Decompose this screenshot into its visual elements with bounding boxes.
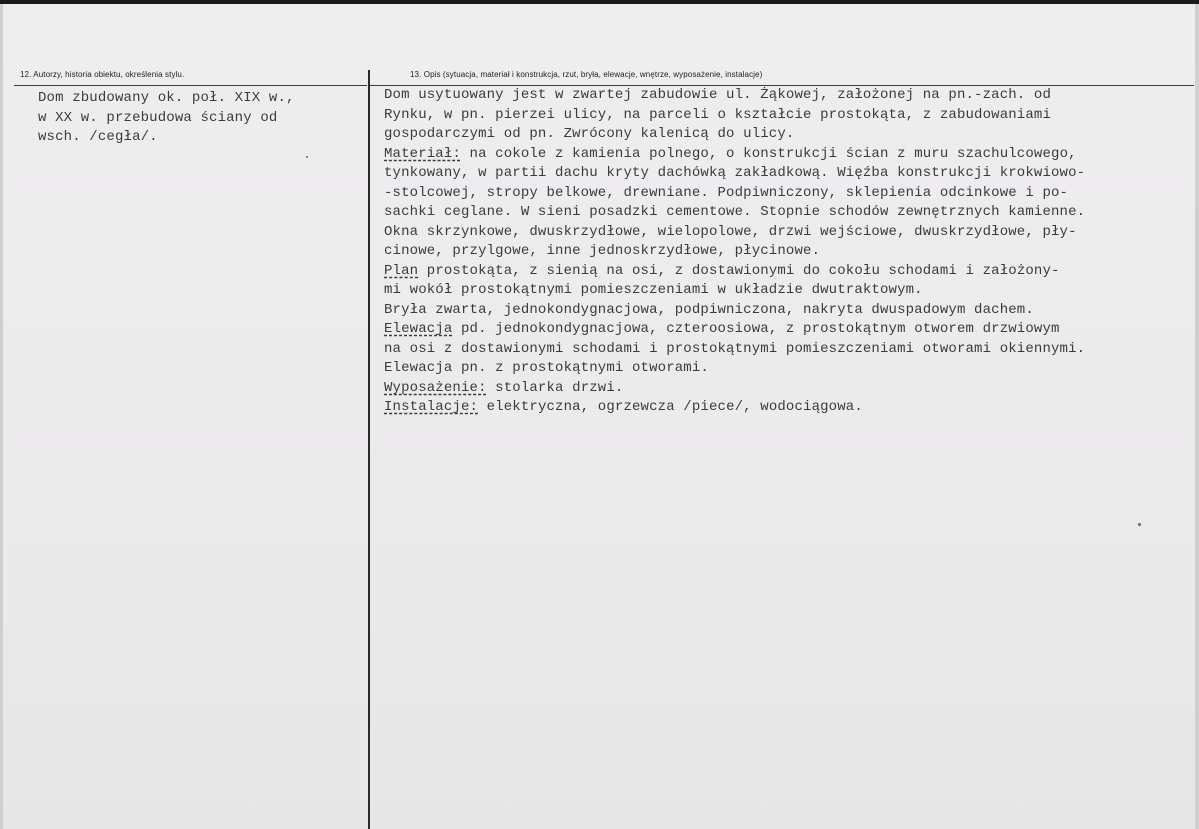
right-text-line: Rynku, w pn. pierzei ulicy, na parceli o kształcie prostokąta, z zabudowaniami (384, 106, 1052, 123)
right-column-header: 13. Opis (sytuacja, materiał i konstrukcja, rzut, bryła, elewacje, wnętrze, wyposażenie, instalacje) (410, 70, 763, 79)
right-text-line: Okna skrzynkowe, dwuskrzydłowe, wielopolowe, drzwi wejściowe, dwuskrzydłowe, pły- (384, 223, 1077, 240)
right-text-line: tynkowany, w partii dachu kryty dachówką zakładkową. Więźba konstrukcji krokwiowo- (384, 165, 1086, 181)
left-text-line: Dom zbudowany ok. poł. XIX w., (38, 90, 295, 106)
right-text-line: sachki ceglane. W sieni posadzki cementowe. Stopnie schodów zewnętrznych kamienne. (384, 204, 1086, 220)
right-text-line: Elewacja pn. z prostokątnymi otworami. (384, 360, 709, 376)
left-header-rule (14, 85, 367, 86)
right-column-text (384, 86, 1085, 418)
top-border (0, 0, 1199, 4)
right-text-line: Instalacje: elektryczna, ogrzewcza /piece/, wodociągowa. (384, 399, 863, 415)
right-text-line: mi wokół prostokątnymi pomieszczeniami w układzie dwutraktowym. (384, 282, 923, 298)
left-column-text (38, 89, 295, 148)
section-label-material: Materiał: (384, 145, 461, 162)
right-text-line: Bryła zwarta, jednokondygnacjowa, podpiwniczona, nakryta dwuspadowym dachem. (384, 301, 1034, 318)
right-text-line: -stolcowej, stropy belkowe, drewniane. Podpiwniczony, sklepienia odcinkowe i po- (384, 184, 1069, 201)
section-label-equipment: Wyposażenie: (384, 379, 487, 396)
section-label-plan: Plan (384, 262, 419, 279)
section-label-installations: Instalacje: (384, 399, 479, 415)
right-text-line: Wyposażenie: stolarka drzwi. (384, 379, 624, 396)
right-text-line: Materiał: na cokole z kamienia polnego, o konstrukcji ścian z muru szachulcowego, (384, 145, 1077, 162)
left-text-line: w XX w. przebudowa ściany od (38, 109, 278, 126)
section-label-elevation: Elewacja (384, 321, 453, 337)
right-text-line: Plan prostokąta, z sienią na osi, z dostawionymi do cokołu schodami i założony- (384, 262, 1060, 279)
right-text-line: Dom usytuowany jest w zwartej zabudowie ul. Żąkowej, założonej na pn.-zach. od (384, 87, 1052, 103)
left-edge (0, 4, 3, 829)
left-text-line: wsch. /cegła/. (38, 129, 158, 145)
right-text-line: cinowe, przylgowe, inne jednoskrzydłowe, płycinowe. (384, 243, 821, 259)
column-divider (368, 70, 370, 829)
right-text-line: Elewacja pd. jednokondygnacjowa, czteroosiowa, z prostokątnym otworem drzwiowym (384, 321, 1060, 337)
paper-speck (1138, 523, 1141, 526)
left-column-header: 12. Autorzy, historia obiektu, określenia stylu. (20, 70, 185, 79)
right-edge (1195, 4, 1199, 829)
right-text-line: na osi z dostawionymi schodami i prostokątnymi pomieszczeniami otworami okiennymi. (384, 340, 1086, 357)
paper-speck (306, 156, 308, 158)
right-text-line: gospodarczymi od pn. Zwrócony kalenicą do ulicy. (384, 126, 795, 142)
